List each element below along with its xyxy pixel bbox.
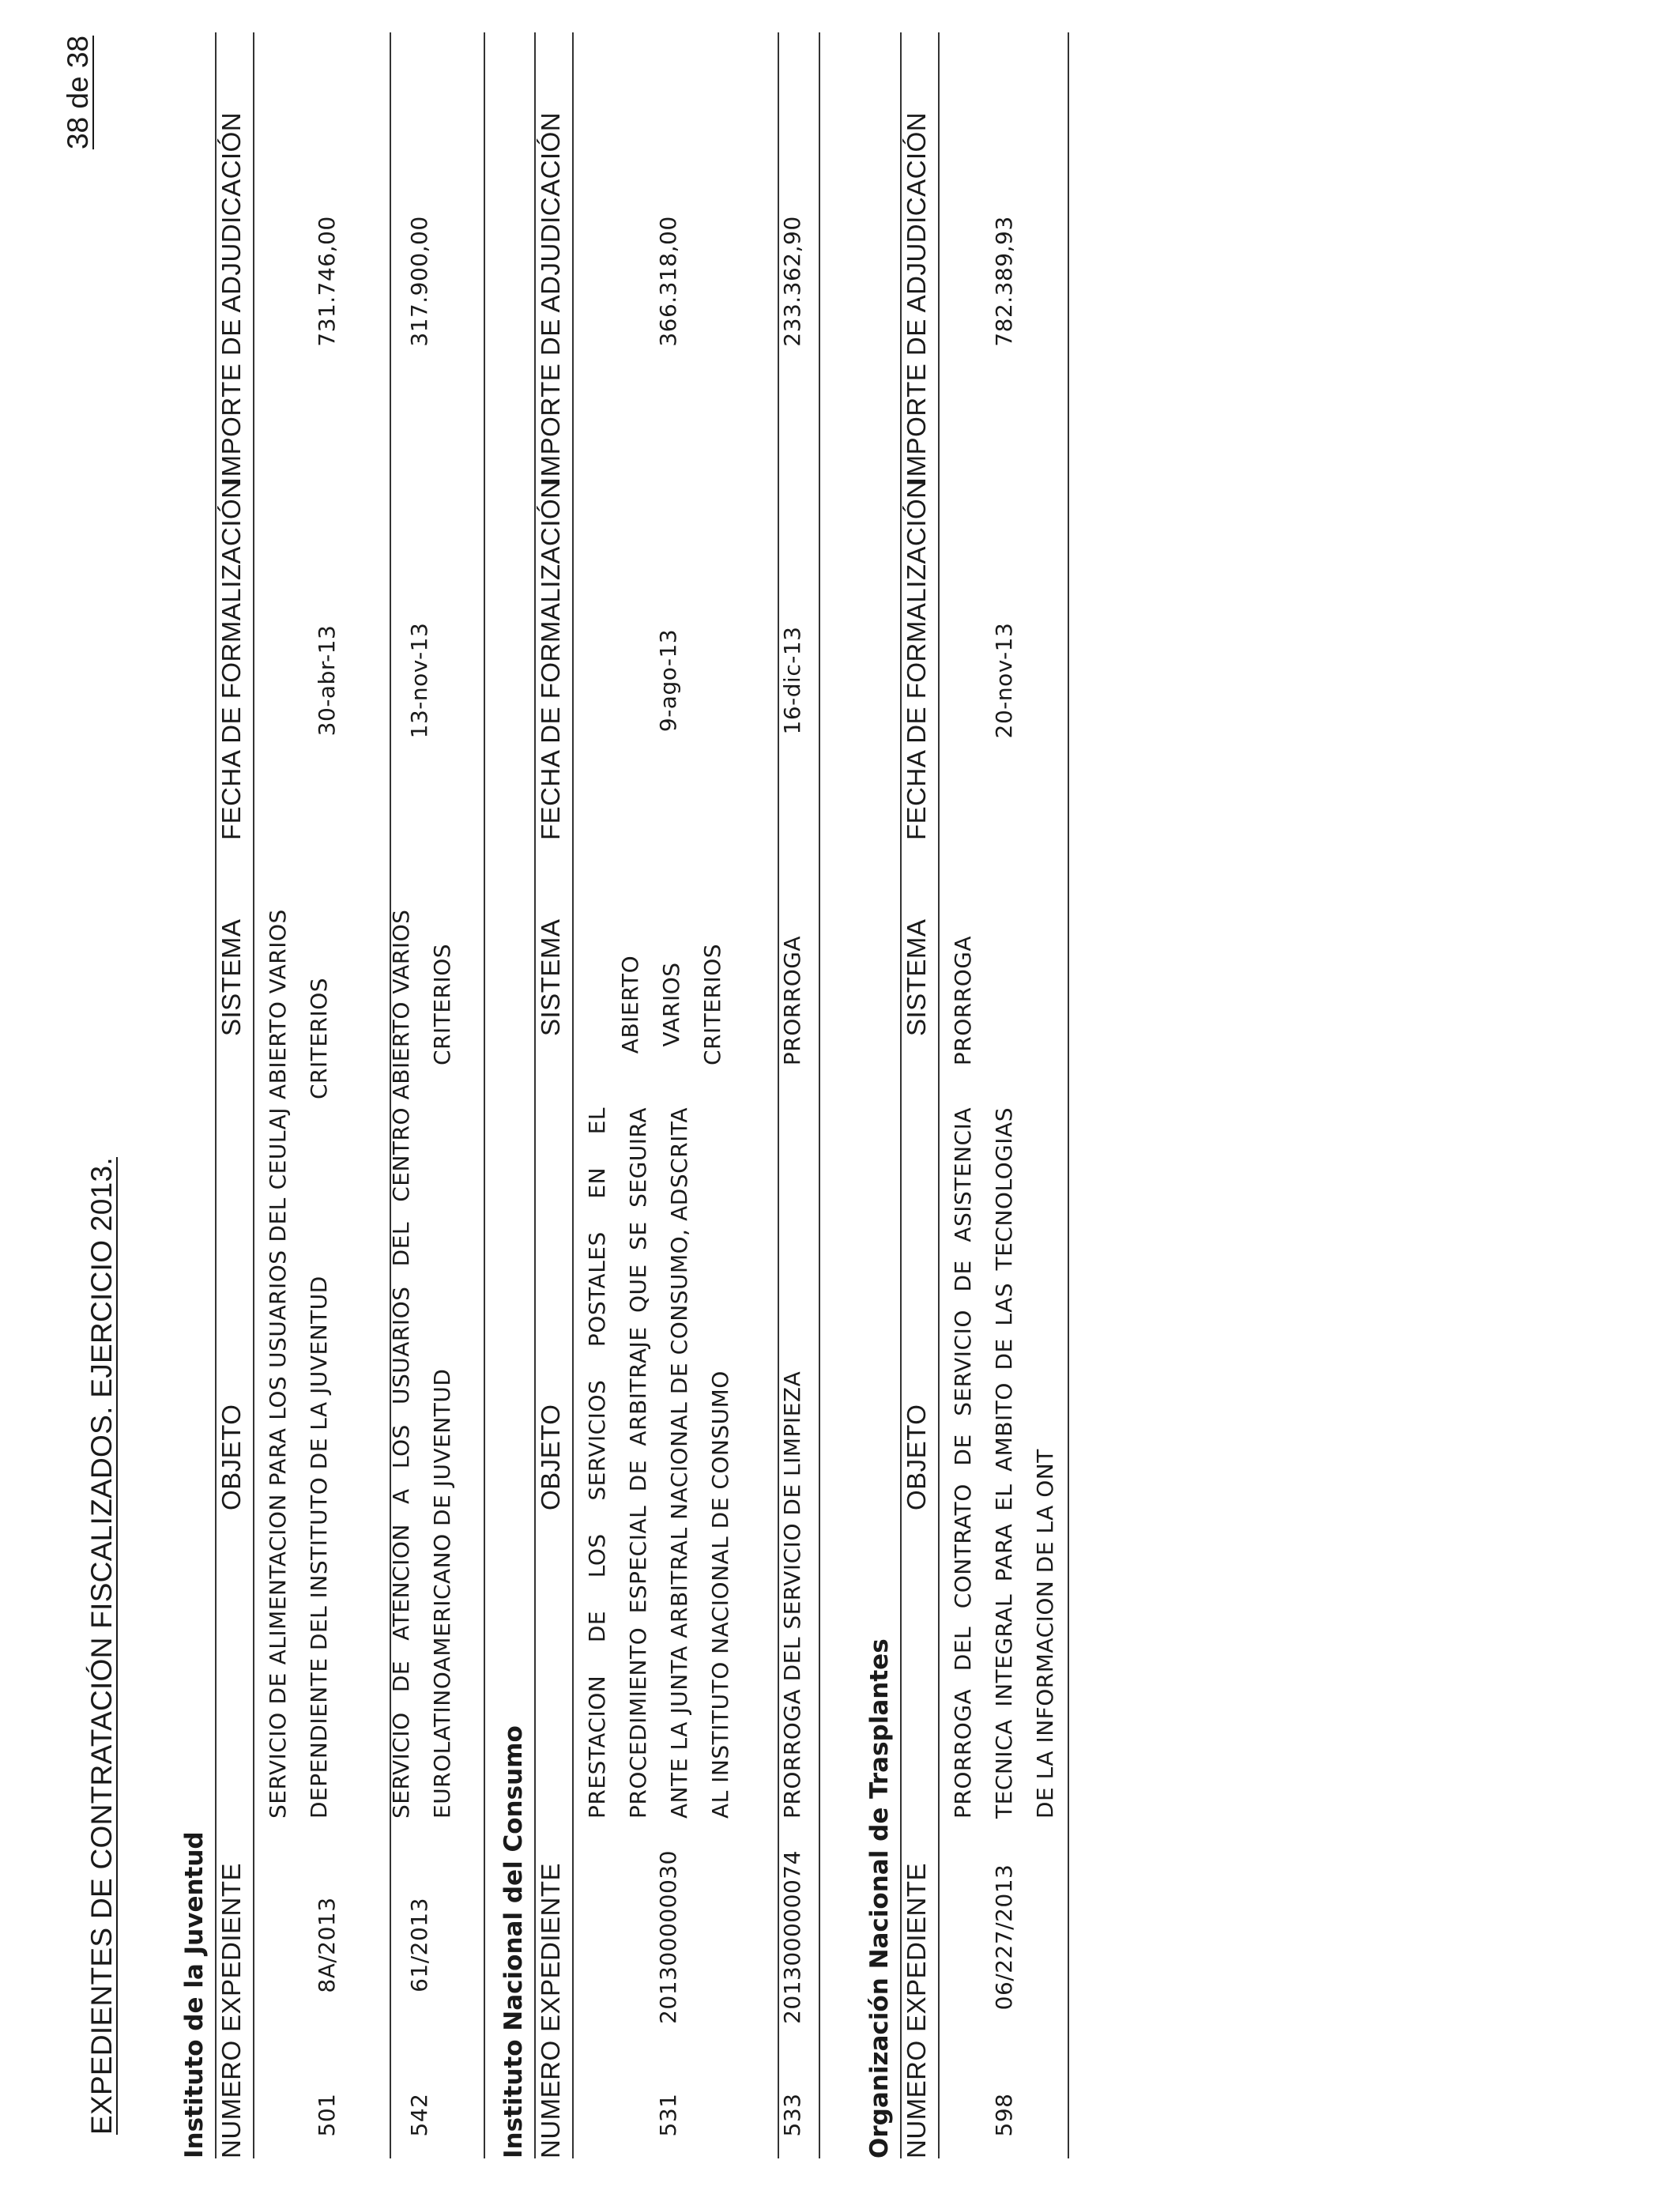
row-501-sistema: ABIERTO VARIOS CRITERIOS xyxy=(265,909,332,1099)
row-598-sistema: PRORROGA xyxy=(950,935,976,1066)
row-533-sistema: PRORROGA xyxy=(779,935,805,1066)
col-numero-header: NUMERO xyxy=(217,2040,246,2158)
col-objeto-header: OBJETO xyxy=(902,1404,931,1510)
row-598-fecha: 20-nov-13 xyxy=(991,622,1017,739)
row-542-importe: 317.900,00 xyxy=(406,216,432,347)
col-expediente-header: EXPEDIENTE xyxy=(536,1862,565,2032)
page-number: 38 de 38 xyxy=(62,36,94,150)
row-542-expediente: 61/2013 xyxy=(406,1898,432,1992)
col-objeto-header: OBJETO xyxy=(536,1404,565,1510)
col-importe-header: IMPORTE DE ADJUDICACIÓN xyxy=(217,111,246,484)
col-numero-header: NUMERO xyxy=(902,2040,931,2158)
section-instituto-consumo xyxy=(499,32,831,2158)
row-533-fecha: 16-dic-13 xyxy=(779,626,805,735)
document-title: EXPEDIENTES DE CONTRATACIÓN FISCALIZADOS. EJERCICIO 2013. xyxy=(85,1157,118,2135)
row-533-numero: 533 xyxy=(779,2093,805,2137)
col-importe-header: IMPORTE DE ADJUDICACIÓN xyxy=(902,111,931,484)
row-542-numero: 542 xyxy=(406,2093,432,2137)
col-objeto-header: OBJETO xyxy=(217,1404,246,1510)
row-531-sistema: ABIERTO VARIOS CRITERIOS xyxy=(617,943,725,1066)
row-531-expediente: 201300000030 xyxy=(655,1850,681,2024)
row-531-fecha: 9-ago-13 xyxy=(655,628,681,733)
row-531-importe: 366.318,00 xyxy=(655,216,681,347)
row-501-numero: 501 xyxy=(314,2093,340,2137)
col-fecha-header: FECHA DE FORMALIZACIÓN xyxy=(902,479,931,840)
row-531-numero: 531 xyxy=(655,2093,681,2137)
row-542-fecha: 13-nov-13 xyxy=(406,622,432,739)
col-sistema-header: SISTEMA xyxy=(217,918,246,1036)
row-533-expediente: 201300000074 xyxy=(779,1850,805,2024)
section-organizacion-trasplantes xyxy=(865,32,1102,2158)
col-sistema-header: SISTEMA xyxy=(902,918,931,1036)
row-501-fecha: 30-abr-13 xyxy=(314,624,340,737)
col-importe-header: IMPORTE DE ADJUDICACIÓN xyxy=(536,111,565,484)
row-542-objeto: SERVICIO DE ATENCION A LOS USUARIOS DEL CENTRO EUROLATINOAMERICANO DE JUVENTUD xyxy=(388,1107,455,1819)
col-fecha-header: FECHA DE FORMALIZACIÓN xyxy=(536,479,565,840)
section-title: Instituto de la Juventud xyxy=(180,1831,209,2158)
col-expediente-header: EXPEDIENTE xyxy=(902,1862,931,2032)
row-542-sistema: ABIERTO VARIOS CRITERIOS xyxy=(388,909,455,1100)
col-sistema-header: SISTEMA xyxy=(536,918,565,1036)
col-numero-header: NUMERO xyxy=(536,2040,565,2158)
row-533-importe: 233.362,90 xyxy=(779,216,805,347)
row-598-expediente: 06/227/2013 xyxy=(991,1864,1017,2011)
row-598-importe: 782.389,93 xyxy=(991,216,1017,347)
section-instituto-juventud xyxy=(158,32,455,2158)
row-501-objeto: SERVICIO DE ALIMENTACION PARA LOS USUARIOS DEL CEULAJ DEPENDIENTE DEL INSTITUTO DE LA JUVENTUD xyxy=(265,1107,332,1819)
section-title: Instituto Nacional del Consumo xyxy=(499,1725,528,2158)
col-expediente-header: EXPEDIENTE xyxy=(217,1862,246,2032)
col-fecha-header: FECHA DE FORMALIZACIÓN xyxy=(217,479,246,840)
row-598-numero: 598 xyxy=(991,2093,1017,2137)
row-533-objeto: PRORROGA DEL SERVICIO DE LIMPIEZA xyxy=(779,1370,805,1819)
row-598-objeto: PRORROGA DEL CONTRATO DE SERVICIO DE ASISTENCIA TECNICA INTEGRAL PARA EL AMBITO DE LAS TECNOLOGIAS DE LA INFORMACION DE LA ONT xyxy=(950,1107,1058,1819)
row-501-expediente: 8A/2013 xyxy=(314,1897,340,1993)
section-title: Organización Nacional de Trasplantes xyxy=(865,1638,894,2158)
row-531-objeto: PRESTACION DE LOS SERVICIOS POSTALES EN EL PROCEDIMIENTO ESPECIAL DE ARBITRAJE QUE SE SEGUIRA ANTE LA JUNTA ARBITRAL NACIONAL DE CONSUMO, ADSCRITA AL INSTITUTO NACIONAL DE CONSUMO xyxy=(584,1107,733,1819)
row-501-importe: 731.746,00 xyxy=(314,216,340,347)
